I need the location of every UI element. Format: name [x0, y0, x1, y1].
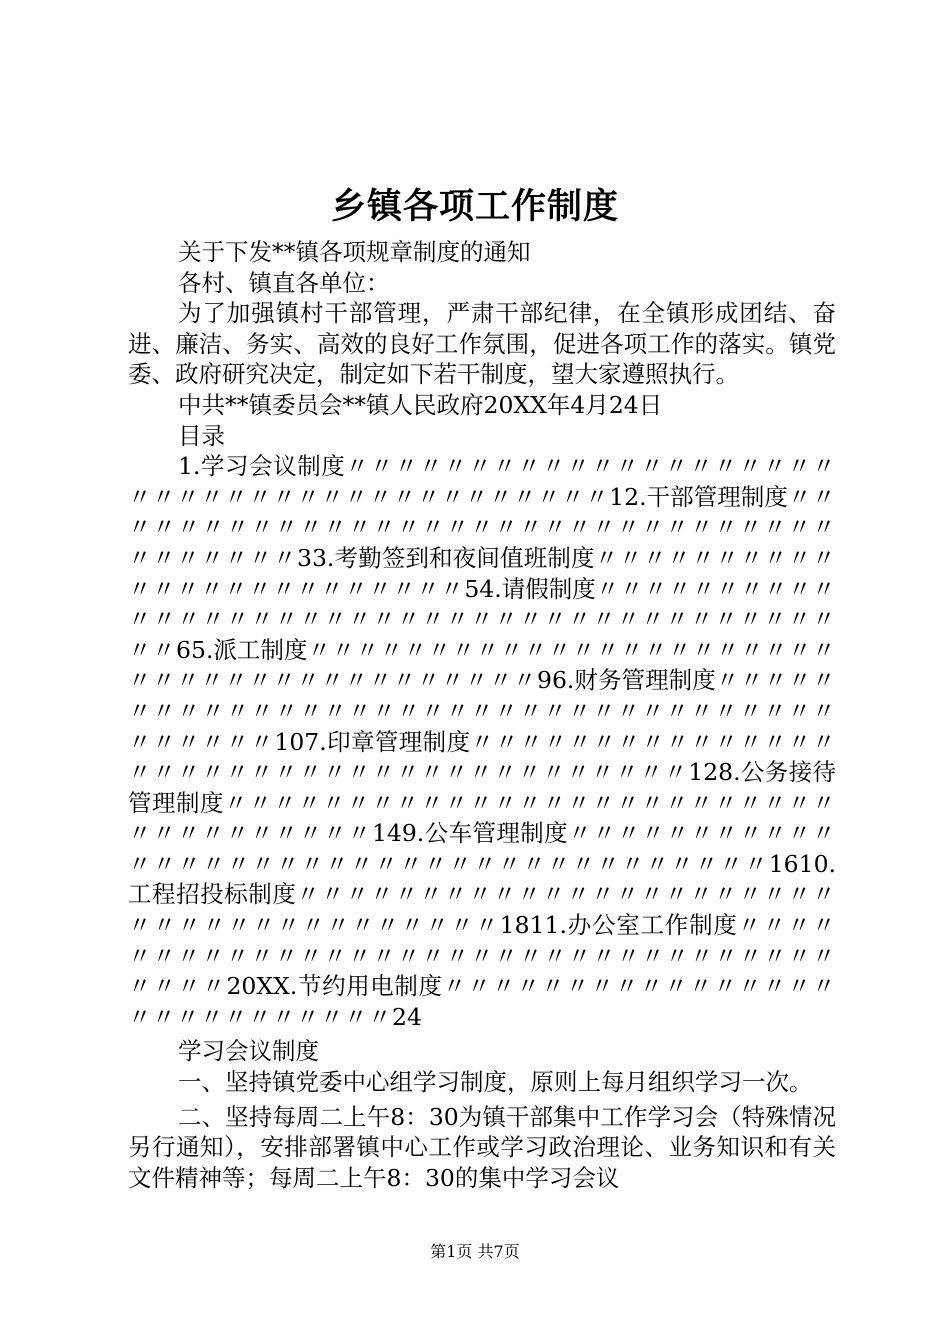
toc-leader-dots: 〃〃〃〃〃〃〃〃〃〃〃〃〃〃〃〃〃〃〃〃〃〃〃〃〃〃〃〃〃〃〃〃〃〃〃〃〃〃〃〃: [128, 452, 837, 511]
toc-leader-dots: 〃〃〃〃〃〃〃〃〃〃〃〃〃〃〃〃〃〃〃〃〃〃〃〃〃〃〃〃〃〃〃〃〃〃〃〃〃〃〃〃: [128, 666, 837, 756]
toc-item-label: 2.干部管理制度: [624, 482, 788, 511]
issuer-line: 中共**镇委员会**镇人民政府20XX年4月24日: [178, 390, 663, 419]
toc-item-page: 14: [371, 819, 402, 848]
toc-leader-dots: 〃〃〃〃〃〃〃〃〃〃〃〃〃〃〃〃〃〃〃〃〃〃〃〃〃〃〃: [128, 972, 836, 1031]
toc-leader-dots: 〃〃〃〃〃〃〃〃〃〃〃〃〃〃〃〃〃〃〃〃〃〃〃〃〃〃〃〃〃〃〃〃〃〃〃〃〃: [128, 911, 837, 1001]
toc-item-label: 8.公务接待管理制度: [128, 758, 837, 817]
toc-item-label: 5.派工制度: [191, 635, 308, 664]
toc-item-page: 18: [499, 911, 530, 940]
toc-item-page: 10: [274, 727, 305, 756]
toc-leader-dots: 〃〃〃〃〃〃〃〃〃〃〃〃〃〃〃〃〃〃〃〃〃〃〃〃〃〃〃〃〃〃〃〃〃〃〃〃〃〃: [128, 482, 837, 572]
toc-item-label: 1.学习会议制度: [178, 452, 346, 481]
section-paragraph-2: 二、坚持每周二上午8：30为镇干部集中工作学习会（特殊情况另行通知），安排部署镇中心工作或学习政治理论、业务知识和有关文件精神等；每周二上午8：30的集中学习会议: [128, 1102, 836, 1192]
toc-item-page: 3: [297, 543, 312, 572]
document-body: [128, 237, 836, 1193]
table-of-contents: [128, 451, 836, 1032]
page-footer: 第1页 共7页: [430, 1242, 520, 1261]
notice-title: 关于下发**镇各项规章制度的通知: [178, 238, 531, 266]
toc-leader-dots: 〃〃〃〃〃〃〃〃〃〃〃〃〃〃〃〃〃〃〃〃〃〃〃〃〃〃〃〃〃〃〃〃〃〃〃: [128, 788, 836, 848]
toc-leader-dots: 〃〃〃〃〃〃〃〃〃〃〃〃〃〃〃〃〃〃〃〃〃〃〃〃〃〃〃〃〃〃〃〃〃〃〃〃〃: [128, 880, 836, 940]
toc-item-page: 6: [176, 635, 191, 664]
section-paragraph-1: 一、坚持镇党委中心组学习制度，原则上每月组织学习一次。: [178, 1068, 813, 1097]
toc-item-page: 16: [768, 849, 799, 878]
toc-item-label: 3.考勤签到和夜间值班制度: [311, 543, 595, 572]
toc-leader-dots: 〃〃〃〃〃〃〃〃〃〃〃〃〃〃〃〃〃〃〃〃〃〃〃〃: [128, 543, 837, 603]
salutation: 各村、镇直各单位：: [178, 268, 390, 297]
toc-item-label: 9.公车管理制度: [401, 819, 569, 848]
toc-leader-dots: 〃〃〃〃〃〃〃〃〃〃〃〃〃〃〃〃〃〃〃〃〃〃〃〃〃〃〃〃〃〃〃〃〃〃〃〃〃〃: [128, 727, 837, 787]
toc-item-label: 10.工程招投标制度: [128, 849, 836, 909]
toc-item-page: 1: [609, 482, 625, 511]
toc-heading: 目录: [178, 421, 225, 450]
toc-item-label: 4.请假制度: [479, 574, 596, 603]
toc-item-label: .节约用电制度: [289, 972, 443, 1001]
toc-leader-dots: 〃〃〃〃〃〃〃〃〃〃〃〃〃〃〃〃〃〃〃〃〃〃〃〃〃〃〃〃〃〃〃〃〃〃〃〃〃: [128, 819, 837, 878]
toc-item-page: 24: [392, 1002, 422, 1031]
toc-leader-dots: 〃〃〃〃〃〃〃〃〃〃〃〃〃〃〃〃〃〃〃〃〃〃〃〃〃〃〃〃〃〃〃〃〃〃〃〃〃〃〃〃〃: [128, 574, 837, 664]
toc-item-label: 7.印章管理制度: [304, 727, 471, 756]
toc-item-page: 20XX: [226, 972, 290, 1001]
toc-item-page: 9: [537, 666, 552, 695]
section-heading: 学习会议制度: [178, 1037, 319, 1066]
toc-item-label: 11.办公室工作制度: [529, 911, 738, 940]
toc-leader-dots: 〃〃〃〃〃〃〃〃〃〃〃〃〃〃〃〃〃〃〃〃〃〃〃〃〃〃〃〃〃〃〃〃〃〃〃〃〃〃〃: [128, 635, 837, 695]
toc-item-page: 5: [464, 574, 480, 603]
document-title: 乡镇各项工作制度: [330, 187, 619, 227]
intro-paragraph: 为了加强镇村干部管理，严肃干部纪律，在全镇形成团结、奋进、廉洁、务实、高效的良好工作氛围，促进各项工作的落实。镇党委、政府研究决定，制定如下若干制度，望大家遵照执行。: [128, 299, 836, 389]
toc-item-label: 6.财务管理制度: [551, 666, 716, 695]
toc-item-page: 12: [688, 758, 719, 787]
